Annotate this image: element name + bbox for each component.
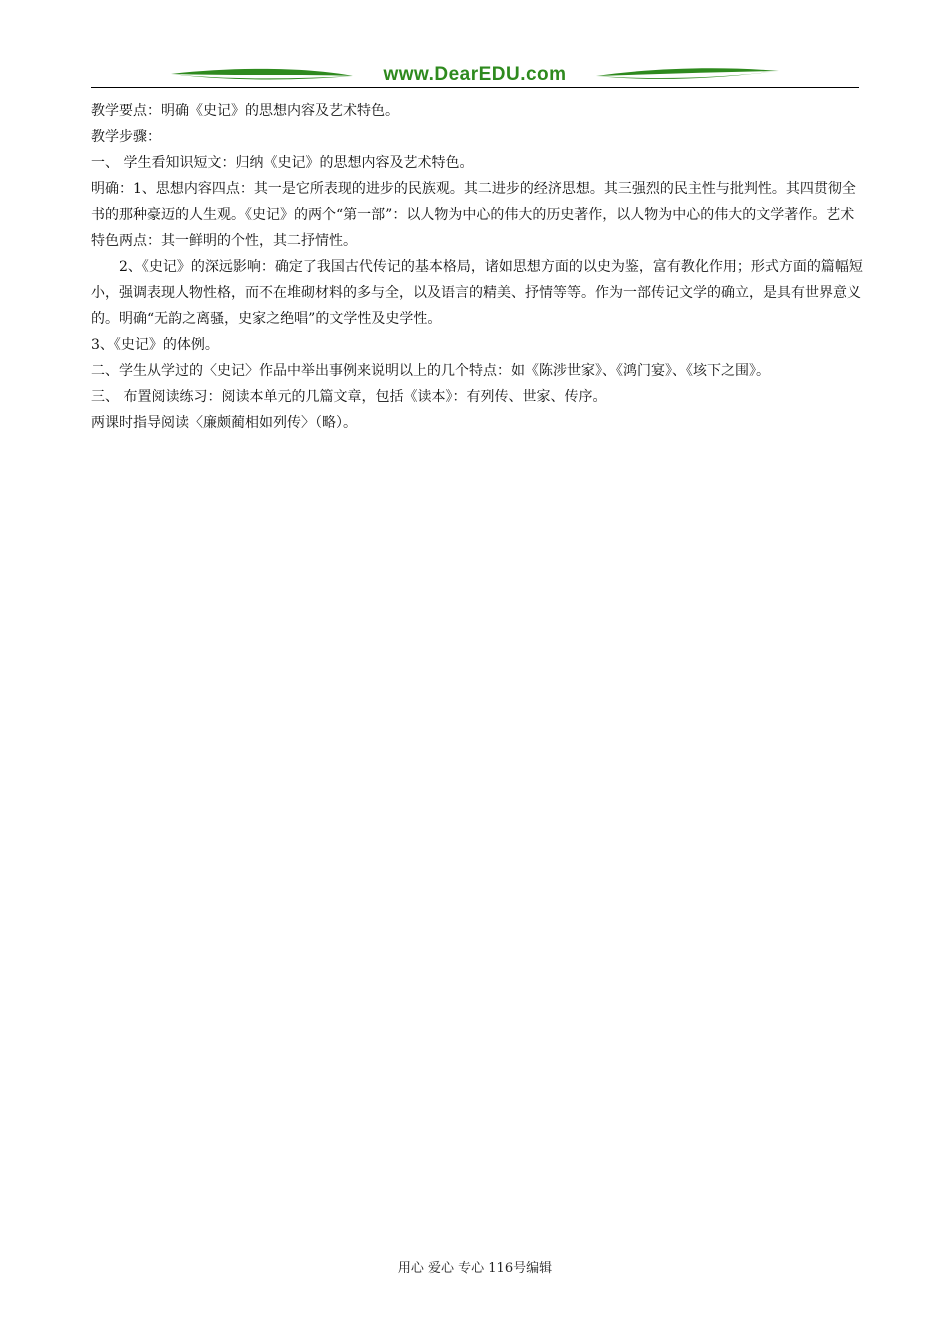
site-logo-text: www.DearEDU.com [383,64,567,85]
step-two: 二、学生从学过的〈史记〉作品中举出事例来说明以上的几个特点：如《陈涉世家》、《鸿门宴》、《垓下之围》。 [91,363,770,379]
site-header-banner [91,62,859,90]
reading-guidance: 两课时指导阅读〈廉颇蔺相如列传〉（略）。 [91,415,357,431]
page-footer: 用心 爱心 专心 116号编辑 [397,1261,553,1276]
document-body [91,98,863,436]
item-three: 3、《史记》的体例。 [91,337,219,353]
clarification-paragraph-2: 2、《史记》的深远影响：确定了我国古代传记的基本格局，诸如思想方面的以史为鉴，富有教化作用；形式方面的篇幅短小，强调表现人物性格，而不在堆砌材料的多与全，以及语言的精美、抒情等等。作为一部传记文学的确立，是具有世界意义的。明确“无韵之离骚，史家之绝唱”的文学性及史学性。 [91,259,863,327]
teaching-steps-heading: 教学步骤： [91,129,161,145]
clarification-paragraph-1: 明确：1、思想内容四点：其一是它所表现的进步的民族观。其二进步的经济思想。其三强烈的民主性与批判性。其四贯彻全书的那种豪迈的人生观。《史记》的两个“第一部”：以人物为中心的伟大的历史著作，以人物为中心的伟大的文学著作。艺术特色两点：其一鲜明的个性，其二抒情性。 [91,181,856,249]
teaching-key-points: 教学要点：明确《史记》的思想内容及艺术特色。 [91,103,399,119]
header-rule [91,87,859,88]
step-three: 三、 布置阅读练习：阅读本单元的几篇文章，包括《读本》：有列传、世家、传序。 [91,389,607,405]
step-one: 一、 学生看知识短文：归纳《史记》的思想内容及艺术特色。 [91,155,474,171]
